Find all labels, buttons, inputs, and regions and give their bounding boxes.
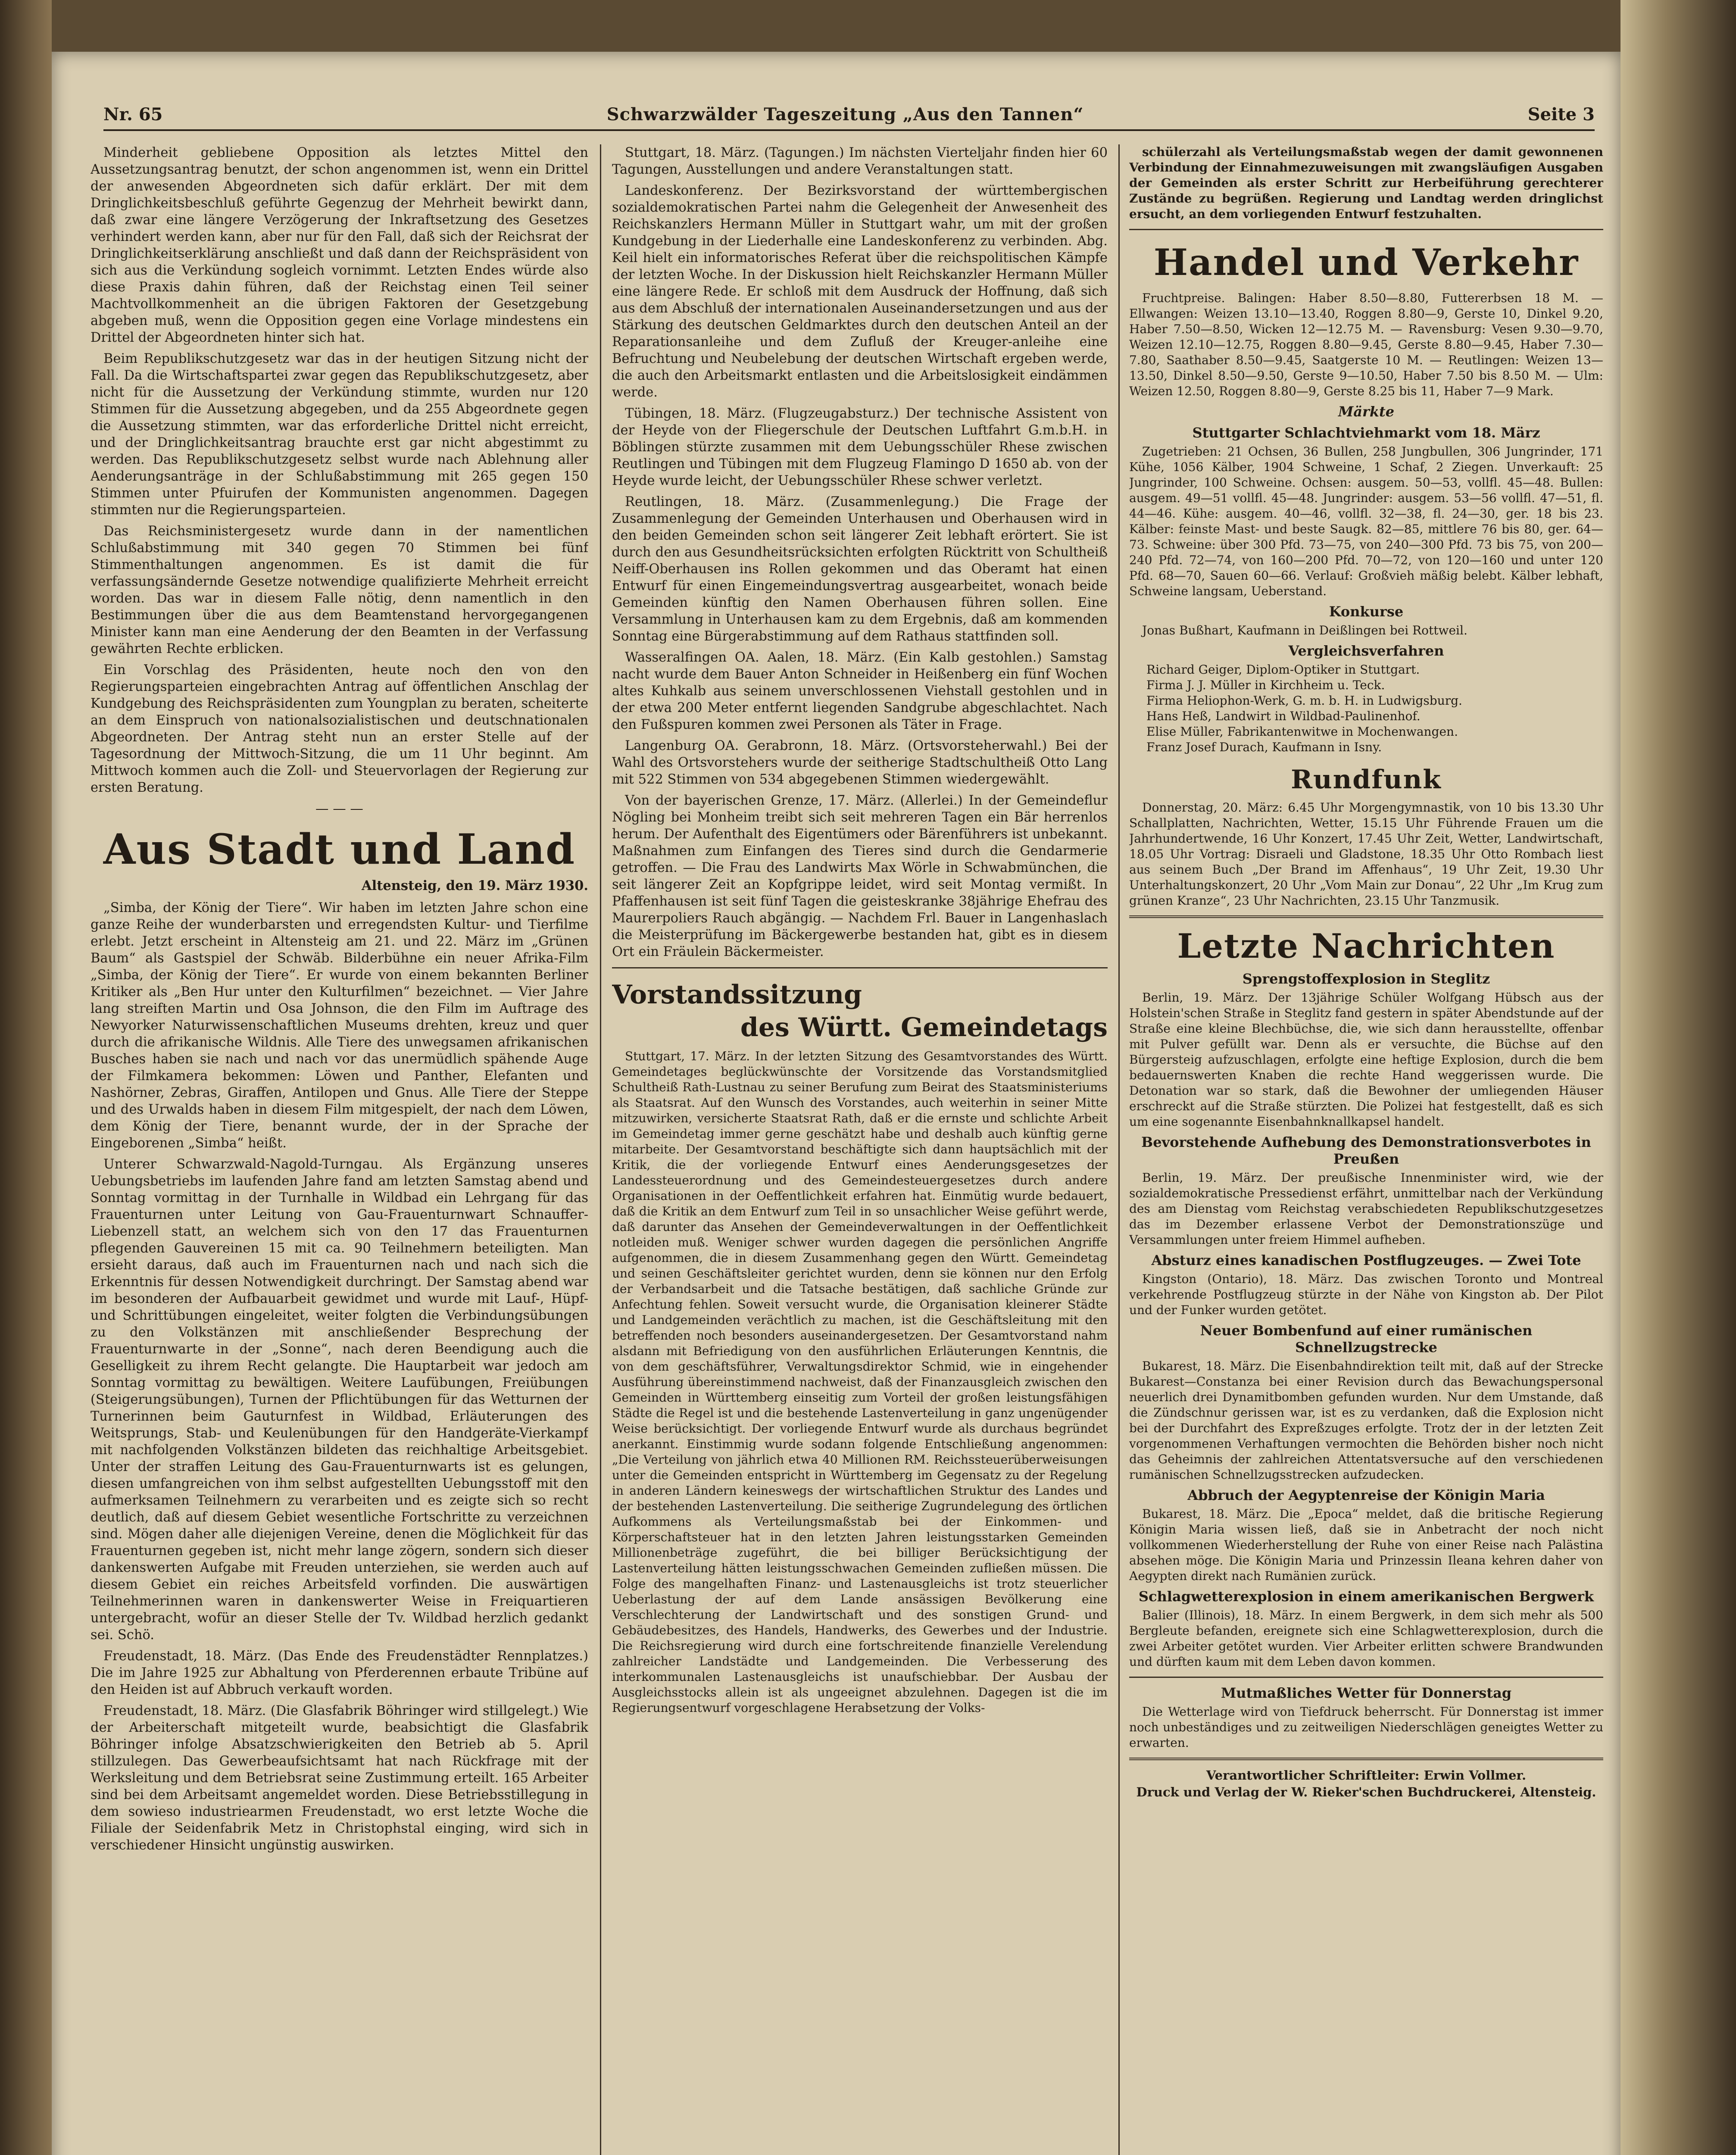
rule bbox=[1129, 1677, 1603, 1678]
article-paragraph: Freudenstadt, 18. März. (Die Glasfabrik Böhringer wird stillgelegt.) Wie der Arbeiterschaft mitgeteilt wurde, beabsichtigt die Glasfabrik Böhringer infolge Absatzschwierigkeiten den Betrieb ab 5. April stillzulegen. Das Gewerbeaufsichtsamt hat nach Rückfrage mit der Werksleitung und dem Betriebsrat seine Zustimmung erteilt. 165 Arbeiter sind bei dem Arbeitsamt angemeldet worden. Diese Betriebsstillegung in dem sowieso industriearmen Freudenstadt, wo erst letzte Woche die Filiale der Seidenfabrik Metz in Christophstal einging, wird sich in verschiedener Hinsicht ungünstig auswirken. bbox=[91, 1703, 588, 1853]
news-headline: Absturz eines kanadischen Postflugzeuges. — Zwei Tote bbox=[1151, 1252, 1581, 1268]
vergleich-list bbox=[1129, 662, 1603, 755]
rule bbox=[1129, 229, 1603, 230]
book-binding bbox=[0, 0, 52, 2155]
list-item: Elise Müller, Fabrikantenwitwe in Mochenwangen. bbox=[1146, 725, 1458, 739]
article-paragraph: „Simba, der König der Tiere“. Wir haben im letzten Jahre schon eine ganze Reihe der wunderbarsten und erregendsten Kultur- und Tierfilme erlebt. Jetzt erscheint in Altensteig am 21. und 22. März im „Grünen Baum“ als Gastspiel der Schwäb. Bilderbühne ein neuer Afrika-Film „Simba, der König der Tiere“. Er wurde von einem bekannten Berliner Kritiker als „Ben Hur unter den Kulturfilmen“ bezeichnet. — Vier Jahre lang streiften Martin und Osa Johnson, die den Film im Auftrage des Newyorker Naturwissenschaftlichen Museums drehten, kreuz und quer durch die afrikanische Wildnis. Alle Tiere des unwegsamen afrikanischen Busches haben sie nach und nach vor das unermüdlich spähende Auge der Filmkamera bekommen: Löwen und Panther, Elefanten und Nashörner, Zebras, Giraffen, Antilopen und Gnus. Alle Tiere der Steppe und des Urwalds haben in diesem Film mitgespielt, der nach dem Löwen, dem König der Tiere, benannt wurde, der in der Sprache der Eingeborenen „Simba“ heißt. bbox=[91, 900, 588, 1151]
column-rule-2 bbox=[1118, 144, 1120, 2155]
imprint-editor: Verantwortlicher Schriftleiter: Erwin Vollmer. bbox=[1206, 1768, 1527, 1783]
column-1 bbox=[91, 144, 588, 2155]
article-paragraph: Wasseralfingen OA. Aalen, 18. März. (Ein Kalb gestohlen.) Samstag nacht wurde dem Bauer Anton Schneider in Heißenberg ein fünf Wochen altes Kuhkalb aus seinem unverschlossenen Viehstall gestohlen und in der etwa 200 Meter entfernt liegenden Sandgrube abgeschlachtet. Nach den Fußspuren kommen zwei Personen als Täter in Frage. bbox=[612, 650, 1108, 732]
vergleich-heading: Vergleichsverfahren bbox=[1288, 643, 1444, 659]
article-paragraph: Beim Republikschutzgesetz war das in der heutigen Sitzung nicht der Fall. Da die Wirtschaftspartei zwar gegen das Republikschutzgesetz, aber nicht für die Aussetzung der Verkündung stimmte, wurden nur 120 Stimmen für die Aussetzung abgegeben, und da 255 Abgeordnete gegen die Aussetzung stimmten, war das erforderliche Drittel nicht erreicht, und der Dringlichkeitsantrag brauchte erst gar nicht abgestimmt zu werden. Das Republikschutzgesetz selbst wurde nach Ablehnung aller Aenderungsanträge in der Schlußabstimmung mit 265 gegen 150 Stimmen unter Pfuirufen der Kommunisten angenommen. Dagegen stimmten nur die Regierungsparteien. bbox=[91, 351, 588, 518]
masthead bbox=[103, 99, 1595, 131]
article-paragraph: Freudenstadt, 18. März. (Das Ende des Freudenstädter Rennplatzes.) Die im Jahre 1925 zur Abhaltung von Pferderennen erbaute Tribüne auf den Heiden ist auf Abbruch verkauft worden. bbox=[91, 1649, 588, 1697]
news-text: Kingston (Ontario), 18. März. Das zwischen Toronto und Montreal verkehrende Postflugzeug stürzte in der Nähe von Kingston ab. Der Pilot und der Funker wurden getötet. bbox=[1129, 1272, 1603, 1317]
list-item: Franz Josef Durach, Kaufmann in Isny. bbox=[1146, 740, 1382, 754]
section-heading-stadt-land: Aus Stadt und Land bbox=[103, 825, 576, 874]
news-text: Berlin, 19. März. Der 13jährige Schüler Wolfgang Hübsch aus der Holstein'schen Straße in Steglitz fand gestern in später Abendstunde auf der Straße eine kleine Blechbüchse, die, wie sich dann herausstellte, offenbar mit Pulver gefüllt war. Denn als er versuchte, die Büchse auf den Bürgersteig aufzuschlagen, erfolgte eine heftige Explosion, durch die bem bedauernswerten Knaben die rechte Hand weggerissen wurde. Die Detonation war so stark, daß die Bewohner der umliegenden Häuser erschreckt auf die Straße stürzten. Die Polizei hat festgestellt, daß es sich um eine sogenannte Eisenbahnknallkapsel handelt. bbox=[1129, 990, 1603, 1129]
news-text: Balier (Illinois), 18. März. In einem Bergwerk, in dem sich mehr als 500 Bergleute befanden, ereignete sich eine Schlagwetterexplosion, durch die zwei Arbeiter getötet wurden. Vier Arbeiter erlitten schwere Brandwunden und dürften kaum mit dem Leben davon kommen. bbox=[1129, 1608, 1603, 1669]
section-heading-vorstandssitzung: Vorstandssitzung bbox=[612, 980, 862, 1010]
column-2 bbox=[612, 144, 1108, 2155]
section-heading-rundfunk: Rundfunk bbox=[1291, 765, 1442, 795]
article-paragraph: Von der bayerischen Grenze, 17. März. (Allerlei.) In der Gemeindeflur Nögling bei Monheim treibt sich seit mehreren Tagen ein Bär herrenlos herum. Der Aufenthalt des Eigentümers oder Bärenführers ist unbekannt. Maßnahmen zum Einfangen des Tieres sind durch die Gendarmerie getroffen. — Die Frau des Landwirts Max Wörle in Schwabmünchen, die seit längerer Zeit an Kopfgrippe leidet, wird seit Montag vermißt. In Pfaffenhausen ist seit fünf Tagen die geisteskranke 38jährige Ehefrau des Maurerpoliers Rauch abgängig. — Nachdem Frl. Bauer in Langenhaslach die Meisterprüfung im Bäckergewerbe bestanden hat, gibt es in diesem Ort ein Fräulein Bäckermeister. bbox=[612, 793, 1108, 959]
imprint-publisher: Druck und Verlag der W. Rieker'schen Buchdruckerei, Altensteig. bbox=[1136, 1785, 1596, 1799]
news-headline: Sprengstoffexplosion in Steglitz bbox=[1242, 971, 1490, 987]
article-paragraph: Ein Vorschlag des Präsidenten, heute noch den von den Regierungsparteien eingebrachten Antrag auf öffentlichen Anschlag der Kundgebung des Reichspräsidenten zum Youngplan zu beraten, scheiterte an dem Einspruch von nationalsozialistischen und deutschnationalen Abgeordneten. Der Antrag steht nun an erster Stelle auf der Tagesordnung der Mittwoch-Sitzung, die um 11 Uhr beginnt. Am Mittwoch kommen auch die Zoll- und Steuervorlagen der Regierung zur ersten Beratung. bbox=[91, 662, 588, 795]
section-divider: — — — bbox=[315, 801, 363, 816]
news-headline: Schlagwetterexplosion in einem amerikanischen Bergwerk bbox=[1138, 1588, 1594, 1605]
rule bbox=[612, 967, 1108, 968]
fruchtpreise: Fruchtpreise. Balingen: Haber 8.50—8.80, Futtererbsen 18 M. — Ellwangen: Weizen 13.10—13.40, Roggen 8.80—9, Gerste 10, Dinkel 9.20, Haber 7.50—8.50, Wicken 12—12.75 M. — Ravensburg: Vesen 9.30—9.70, Weizen 12.10—12.75, Roggen 8.80—9.45, Gerste 8.80—9.45, Haber 7.30—7.80, Saathaber 8.50—9.45, Saatgerste 10 M. — Reutlingen: Weizen 13—13.50, Dinkel 8.50—9.50, Gerste 9—10.50, Haber 7.50 bis 8.50 M. — Ulm: Weizen 12.50, Roggen 8.80—9, Gerste 8.25 bis 11, Haber 7—9 Mark. bbox=[1129, 291, 1603, 398]
section-heading-gemeindetag: des Württ. Gemeindetags bbox=[740, 1012, 1108, 1043]
news-headline: Bevorstehende Aufhebung des Demonstrationsverbotes in Preußen bbox=[1141, 1134, 1591, 1167]
newspaper-title: Schwarzwälder Tageszeitung „Aus den Tannen“ bbox=[606, 104, 1084, 125]
article-paragraph: Reutlingen, 18. März. (Zusammenlegung.) Die Frage der Zusammenlegung der Gemeinden Unterhausen und Oberhausen wird in den beiden Gemeinden schon seit längerer Zeit lebhaft erörtert. Sie ist durch den aus Gesundheitsrücksichten erfolgten Rücktritt von Schultheiß Neiff-Oberhausen ins Rollen gekommen und das Oberamt hat einen Entwurf für einen Eingemeindungsvertrag ausgearbeitet, wonach beide Gemeinden künftig den Namen Oberhausen führen sollen. Eine Versammlung in Unterhausen kam zu dem Ergebnis, daß am kommenden Sonntag eine Bürgerabstimmung auf dem Rathaus stattfinden soll. bbox=[612, 494, 1108, 644]
newspaper-page bbox=[52, 52, 1620, 2155]
list-item: Richard Geiger, Diplom-Optiker in Stuttgart. bbox=[1146, 662, 1420, 677]
rule bbox=[1129, 1758, 1603, 1760]
konkurse-entry: Jonas Bußhart, Kaufmann in Deißlingen bei Rottweil. bbox=[1142, 623, 1467, 637]
wetter-text: Die Wetterlage wird von Tiefdruck beherrscht. Für Donnerstag ist immer noch unbeständiges und zu zeitweiligen Niederschlägen geneigtes Wetter zu erwarten. bbox=[1129, 1705, 1603, 1750]
article-paragraph: Landeskonferenz. Der Bezirksvorstand der württembergischen sozialdemokratischen Partei nahm die Gelegenheit der Anwesenheit des Reichskanzlers Hermann Müller in Stuttgart wahr, um mit der großen Kundgebung in der Liederhalle eine Landeskonferenz zu verbinden. Abg. Keil hielt ein informatorisches Referat über die reichspolitischen Kämpfe der letzten Woche. In der Diskussion hielt Reichskanzler Hermann Müller eine längere Rede. Er schloß mit dem Ausdruck der Hoffnung, daß sich aus dem Abschluß der internationalen Auseinandersetzungen und aus der Stärkung des deutschen Geldmarktes durch den deutschen Anteil an der Reparationsanleihe und dem Zufluß der Kreuger-anleihe eine Befruchtung und Neubelebung der deutschen Wirtschaft ergeben werde, die auch den Arbeitsmarkt entlasten und die Arbeitslosigkeit eindämmen werde. bbox=[612, 183, 1108, 400]
news-headline: Neuer Bombenfund auf einer rumänischen Schnellzugstrecke bbox=[1200, 1322, 1533, 1355]
article-paragraph: Langenburg OA. Gerabronn, 18. März. (Ortsvorsteherwahl.) Bei der Wahl des Ortsvorstehers wurde der seitherige Stadtschultheiß Otto Lang mit 522 Stimmen von 534 abgegebenen Stimmen wiedergewählt. bbox=[612, 738, 1108, 787]
article-paragraph: Unterer Schwarzwald-Nagold-Turngau. Als Ergänzung unseres Uebungsbetriebs im laufenden Jahre fand am letzten Samstag abend und Sonntag vormittag in der Turnhalle in Wildbad ein Lehrgang für das Frauenturnen unter Leitung von Gau-Frauenturnwart Schnauffer-Liebenzell statt, an welchem sich von den 17 das Frauenturnen pflegenden Gauvereinen 15 mit ca. 90 Teilnehmern beteiligten. Man ersieht daraus, daß auch im Frauenturnen nach und nach sich die Erkenntnis für dessen Notwendigkeit durchringt. Der Samstag abend war im besonderen der Aufbauarbeit gewidmet und wurde mit Lauf-, Hüpf- und Schrittübungen eingeleitet, weiter folgten die Verbindungsübungen zu den Volkstänzen mit anschließender Besprechung der Frauenturnwarte in der „Sonne“, nach deren Beendigung auch die Geselligkeit zu ihrem Recht gelangte. Die Hauptarbeit war jedoch am Sonntag vormittag zu bewältigen. Weitere Laufübungen, Freiübungen (Steigerungsübungen), Turnen der Pflichtübungen für das Wetturnen der Turnerinnen beim Gauturnfest in Wildbad, Erläuterungen des Weitsprungs, Stab- und Keulenübungen für den Handgeräte-Vierkampf mit nachfolgenden Volkstänzen bildeten das reichhaltige Arbeitsgebiet. Unter der straffen Leitung des Gau-Frauenturnwarts ist es gelungen, diesen umfangreichen von ihm selbst aufgestellten Uebungsstoff mit den aufmerksamen Teilnehmern zu verarbeiten und es zeigte sich so recht deutlich, daß auf diesem Gebiet wesentliche Fortschritte zu verzeichnen sind. Mögen daher alle diejenigen Vereine, denen die Möglichkeit für das Frauenturnen gegeben ist, nicht mehr lange zögern, sondern sich dieser dankenswerten Aufgabe mit Freuden unterziehen, sie werden auch auf diesem Gebiet ein reiches Arbeitsfeld vorfinden. Die auswärtigen Teilnehmerinnen waren in dankenswerter Weise in Freiquartieren untergebracht, wofür an dieser Stelle der Tv. Wildbad herzlich gedankt sei. Schö. bbox=[91, 1157, 588, 1643]
article-paragraph: Minderheit gebliebene Opposition als letztes Mittel den Aussetzungsantrag benutzt, der schon angenommen ist, wenn ein Drittel der anwesenden Abgeordneten sich dafür erklärt. Der mit dem Dringlichkeitsbeschluß geführte Gegenzug der Mehrheit bewirkt dann, daß zwar eine längere Verzögerung der Inkraftsetzung des Gesetzes verhindert werden kann, aber nur für den Fall, daß sich der Reichsrat der Dringlichkeitserklärung anschließt und daß dann der Reichspräsident von sich aus die Verkündung sogleich vornimmt. Letzten Endes würde also diese Praxis dahin führen, daß der Reichstag einen Teil seiner Machtvollkommenheit an die übrigen Faktoren der Gesetzgebung abgeben muß, wenn die Opposition gegen eine Vorlage mindestens ein Drittel der Abgeordneten hinter sich hat. bbox=[91, 145, 588, 345]
article-paragraph: Stuttgart, 18. März. (Tagungen.) Im nächsten Vierteljahr finden hier 60 Tagungen, Ausstellungen und andere Veranstaltungen statt. bbox=[612, 145, 1108, 177]
schlachtvieh-heading: Stuttgarter Schlachtviehmarkt vom 18. März bbox=[1192, 425, 1540, 441]
rundfunk-program: Donnerstag, 20. März: 6.45 Uhr Morgengymnastik, von 10 bis 13.30 Uhr Schallplatten, Nachrichten, Wetter, 15.15 Uhr Führende Frauen um die Jahrhundertwende, 16 Uhr Konzert, 17.45 Uhr Zeit, Wetter, Landwirtschaft, 18.05 Uhr Vortrag: Disraeli und Gladstone, 18.35 Uhr Otto Rombach liest aus seinem Buch „Der Brand im Affenhaus“, 19 Uhr Zeit, 19.30 Uhr Unterhaltungskonzert, 20 Uhr „Vom Main zur Donau“, 22 Uhr „Im Krug zum grünen Kranze“, 23 Uhr Nachrichten, 23.15 Uhr Tanzmusik. bbox=[1129, 800, 1603, 908]
list-item: Firma Heliophon-Werk, G. m. b. H. in Ludwigsburg. bbox=[1146, 693, 1462, 708]
page-number: Seite 3 bbox=[1527, 104, 1595, 125]
list-item: Firma J. J. Müller in Kirchheim u. Teck. bbox=[1146, 678, 1385, 692]
article-paragraph: Stuttgart, 17. März. In der letzten Sitzung des Gesamtvorstandes des Württ. Gemeindetages beglückwünschte der Vorsitzende das Vorstandsmitglied Schultheiß Rath-Lustnau zu seiner Berufung zum Beirat des Staatsministeriums als Staatsrat. Auf den Wunsch des Vorstandes, auch weiterhin in seiner Mitte mitzuwirken, versicherte Staatsrat Rath, daß er die ernste und schlichte Arbeit im Gemeindetag immer gerne geschätzt habe und deshalb auch künftig gerne mitarbeite. Der Gesamtvorstand beschäftigte sich dann hauptsächlich mit der Kritik, die der vorliegende Entwurf eines Aenderungsgesetzes der Landessteuerordnung und des Gemeindesteuergesetzes durch andere Organisationen in der Oeffentlichkeit erfahren hat. Einmütig wurde bedauert, daß die Kritik an dem Entwurf zum Teil in so unsachlicher Weise geführt werde, daß darunter das Ansehen der Gemeindeverwaltungen in der Oeffentlichkeit notleiden muß. Weniger schwer wurden dagegen die persönlichen Angriffe aufgenommen, die in diesem Zusammenhang gegen den Württ. Gemeindetag und seinen Geschäftsleiter gerichtet wurden, denn sie können nur den Erfolg der Verbandsarbeit und die Tatsache bestätigen, daß sachliche Gründe zur Anfechtung fehlen. Soweit versucht wurde, die Organisation kleinerer Städte und Landgemeinden verächtlich zu machen, ist die Geschäftsleitung mit den betreffenden noch besonders auseinandergesetzen. Der Gesamtvorstand nahm alsdann mit Befriedigung von den ausführlichen Erläuterungen Kenntnis, die von dem geschäftsführer, Verwaltungsdirektor Schmid, wie in eingehender Ausführung übereinstimmend nachweist, daß der Finanzausgleich zwischen den Gemeinden in Württemberg einseitig zum Vorteil der großen leistungsfähigen Städte die Regel ist und die bestehende Lastenverteilung in ganz ungenügender Weise berücksichtigt. Der vorliegende Entwurf wurde als durchaus begründet anerkannt. Einstimmig wurde sodann folgende Entschließung angenommen: „Die Verteilung von jährlich etwa 40 Millionen RM. Reichssteuerüberweisungen unter die Gemeinden entspricht in Württemberg im Gegensatz zu der Regelung in anderen Ländern keineswegs der wirtschaftlichen Struktur des Landes und der bestehenden Lastenverteilung. Die seitherige Zugrundelegung des örtlichen Aufkommens als Verteilungsmaßstab bei der Einkommen- und Körperschaftsteuer hat in den letzten Jahren leistungsstarken Gemeinden Millionenbeträge zugeführt, die bei billiger Berücksichtigung der Lastenverteilung hätten leistungsschwachen Gemeinden zufließen müssen. Die Folge des mangelhaften Finanz- und Lastenausgleichs ist trotz steuerlicher Ueberlastung der auf dem Lande ansässigen Bevölkerung eine Verschlechterung der Landwirtschaft und des sonstigen Grund- und Gebäudebesitzes, des Handels, Handwerks, des Gewerbes und der Industrie. Die Reichsregierung wird durch eine fortschreitende finanzielle Verelendung zahlreicher Landstädte und Landgemeinden. Die Verbesserung des interkommunalen Lastenausgleichs ist unaufschiebbar. Der Ausbau der Ausgleichsstocks allein ist als ungeeignet abzulehnen. Dagegen ist die im Regierungsentwurf vorgeschlagene Herabsetzung der Volks- bbox=[612, 1049, 1108, 1715]
news-headline: Abbruch der Aegyptenreise der Königin Maria bbox=[1187, 1487, 1545, 1503]
dateline: Altensteig, den 19. März 1930. bbox=[362, 878, 588, 893]
maerkte-heading: Märkte bbox=[1338, 403, 1395, 420]
list-item: Hans Heß, Landwirt in Wildbad-Paulinenhof. bbox=[1146, 709, 1421, 723]
issue-number: Nr. 65 bbox=[103, 104, 163, 125]
rule bbox=[1129, 915, 1603, 918]
news-text: Berlin, 19. März. Der preußische Innenminister wird, wie der sozialdemokratische Pressedienst erfährt, unmittelbar nach der Verkündung des am Dienstag vom Reichstag verabschiedeten Republikschutzgesetzes das im Dezember erlassene Verbot der Demonstrationszüge und Versammlungen unter freiem Himmel aufheben. bbox=[1129, 1171, 1603, 1247]
page-edge bbox=[1620, 0, 1736, 2155]
column-3 bbox=[1129, 144, 1603, 2155]
article-paragraph: schülerzahl als Verteilungsmaßstab wegen der damit gewonnenen Verbindung der Einnahmezuweisungen mit zwangsläufigen Ausgaben der Gemeinden als erster Schritt zur Herbeiführung gerechterer Zustände zu begrüßen. Regierung und Landtag werden dringlichst ersucht, an dem vorliegenden Entwurf festzuhalten. bbox=[1129, 145, 1603, 221]
konkurse-heading: Konkurse bbox=[1329, 603, 1404, 620]
section-heading-handel: Handel und Verkehr bbox=[1153, 241, 1579, 284]
news-text: Bukarest, 18. März. Die Eisenbahndirektion teilt mit, daß auf der Strecke Bukarest—Constanza bei einer Revision durch das Bewachungspersonal neuerlich drei Dynamitbomben gefunden wurden. Nur dem Umstande, daß die Zündschnur gerissen war, ist es zu verdanken, daß die Explosion nicht bei der Durchfahrt des Expreßzuges erfolgte. Trotz der in der letzten Zeit vorgenommenen Verhaftungen vermochten die Behörden bisher noch nicht das Geheimnis der zahlreichen Attentatsversuche auf den verschiedenen rumänischen Schnellzugsstrecken aufzudecken. bbox=[1129, 1359, 1603, 1482]
article-paragraph: Tübingen, 18. März. (Flugzeugabsturz.) Der technische Assistent von der Heyde von der Fliegerschule der Deutschen Luftfahrt G.m.b.H. in Böblingen stürzte zusammen mit dem Uebungsschüler Rhese zwischen Reutlingen und Tübingen mit dem Flugzeug Flamingo D 1650 ab. von der Heyde wurde leicht, der Uebungsschüler Rhese schwer verletzt. bbox=[612, 406, 1108, 488]
schlachtvieh-report: Zugetrieben: 21 Ochsen, 36 Bullen, 258 Jungbullen, 306 Jungrinder, 171 Kühe, 1056 Kälber, 1904 Schweine, 1 Schaf, 2 Ziegen. Unverkauft: 25 Jungrinder, 100 Schweine. Ochsen: ausgem. 50—53, vollfl. 45—48. Bullen: ausgem. 49—51 vollfl. 45—48. Jungrinder: ausgem. 53—56 vollfl. 47—51, fl. 44—46. Kühe: ausgem. 40—46, vollfl. 32—38, fl. 24—30, ger. 18 bis 23. Kälber: feinste Mast- und beste Saugk. 82—85, mittlere 76 bis 80, ger. 64—73. Schweine: über 300 Pfd. 73—75, von 240—300 Pfd. 73 bis 75, von 200—240 Pfd. 72—74, von 160—200 Pfd. 70—72, von 120—160 und unter 120 Pfd. 68—70, Sauen 60—66. Verlauf: Großvieh mäßig belebt. Kälber lebhaft, Schweine langsam, Ueberstand. bbox=[1129, 444, 1603, 598]
news-text: Bukarest, 18. März. Die „Epoca“ meldet, daß die britische Regierung Königin Maria wissen ließ, daß sie in Anbetracht der noch nicht vollkommenen Wiederherstellung der Ruhe von einer Reise nach Palästina absehen möge. Die Königin Maria und Prinzessin Ileana kehren daher von Aegypten direkt nach Rumänien zurück. bbox=[1129, 1507, 1603, 1583]
column-rule-1 bbox=[600, 144, 601, 2155]
section-heading-letzte-nachrichten: Letzte Nachrichten bbox=[1177, 927, 1555, 966]
wetter-heading: Mutmaßliches Wetter für Donnerstag bbox=[1221, 1685, 1512, 1701]
article-paragraph: Das Reichsministergesetz wurde dann in der namentlichen Schlußabstimmung mit 340 gegen 70 Stimmen bei fünf Stimmenthaltungen angenommen. Es ist damit die für verfassungsändernde Gesetze notwendige qualifizierte Mehrheit erreicht worden. Das war in diesem Falle nötig, denn namentlich in den Bestimmungen über die aus dem Beamtenstand hervorgegangenen Minister kann man eine Aenderung der den Beamten in der Verfassung gewährten Rechte erblicken. bbox=[91, 524, 588, 656]
